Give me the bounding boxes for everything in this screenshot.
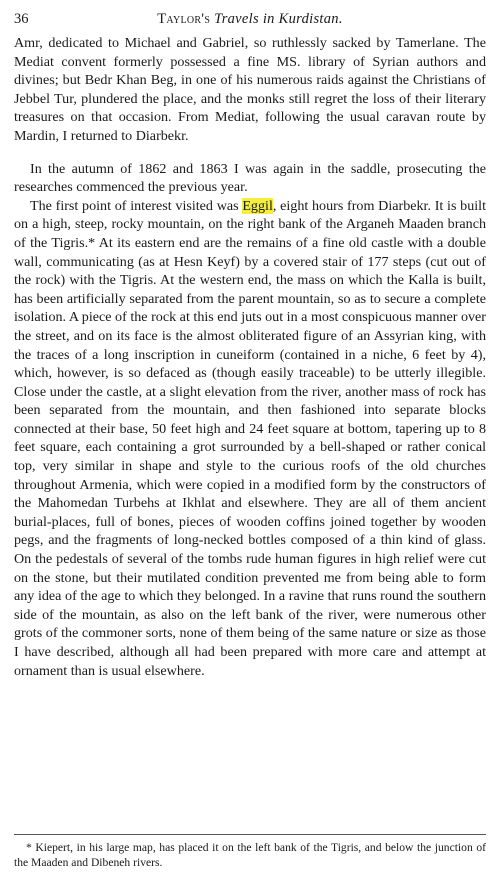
- running-title: [14, 8, 486, 30]
- paragraph-continuation: Amr, dedicated to Michael and Gabriel, so ruthlessly sacked by Tamerlane. The Mediat convent formerly possessed a fine MS. library of Syrian authors and divines; but Bedr Khan Beg, in one of his numerous raids against the Christians of Jebbel Tur, plundered the place, and the monks still regret the loss of their literary treasures on that occasion. From Mediat, following the usual caravan route by Mardin, I returned to Diarbekr.: [14, 35, 486, 144]
- paragraph-eggil-start: The first point of interest visited was: [30, 197, 243, 214]
- footnote: * Kiepert, in his large map, has placed it on the left bank of the Tigris, and below the junction of the Maaden and Dibeneh rivers.: [14, 841, 486, 869]
- book-page: [14, 8, 486, 869]
- page-number: 36: [14, 11, 29, 27]
- running-title-author: Taylor's: [157, 11, 211, 27]
- highlighted-word[interactable]: Eggil: [242, 197, 273, 214]
- paragraph-autumn: In the autumn of 1862 and 1863 I was again in the saddle, prosecuting the researches commenced the previous year.: [14, 160, 486, 196]
- body-text: [14, 34, 486, 680]
- page-header: [14, 8, 486, 30]
- paragraph-eggil: [14, 197, 486, 680]
- paragraph-eggil-rest: , eight hours from Diarbekr. It is built on a high, steep, rocky mountain, on the right bank of the Arganeh Maaden branch of the Tigris.* At its eastern end are the remains of a fine old castle with a double wall, communicating (as at Hesn Keyf) by a covered stair of 177 steps (cut out of the rock) with the Tigris. At the western end, the mass on which the Kalla is built, has been artificially separated from the parent mountain, so as to secure a complete isolation. A piece of the rock at this end juts out in a most conspicuous manner over the street, and on its face is the almost obliterated figure of an Assyrian king, with the traces of a long inscription in cuneiform (contained in a niche, 6 feet by 4), which, however, is so defaced as (though easily traceable) to be utterly illegible. Close under the castle, at a slight elevation from the river, another mass of rock has been separated from the mountain, and then fashioned into separate blocks connected at their base, 50 feet high and 24 feet square at bottom, tapering up to 8 feet square, each containing a grot surrounded by a bell-shaped or rather conical top, very similar in shape and style to the curious roofs of the old churches throughout Armenia, which were copied in a modified form by the constructors of the Mahomedan Turbehs at Ikhlat and elsewhere. They are all of them ancient burial-places, full of bones, pieces of wooden coffins joined together by wooden pegs, and the fragments of long-necked bottles composed of a thin kind of glass. On the pedestals of several of the tombs rude human figures in high relief were cut on the stone, but their mutilated condition prevented me from being able to form any idea of the age to which they belonged. In a ravine that runs round the southern side of the mountain, as also on the left bank of the river, were numerous other grots of the commoner sorts, none of them being of the same nature or size as those I have described, although all had been prepared with more care and attempt at ornament than is usual elsewhere.: [14, 197, 486, 679]
- running-title-work: Travels in Kurdistan.: [214, 11, 343, 27]
- footnote-divider: [14, 834, 486, 835]
